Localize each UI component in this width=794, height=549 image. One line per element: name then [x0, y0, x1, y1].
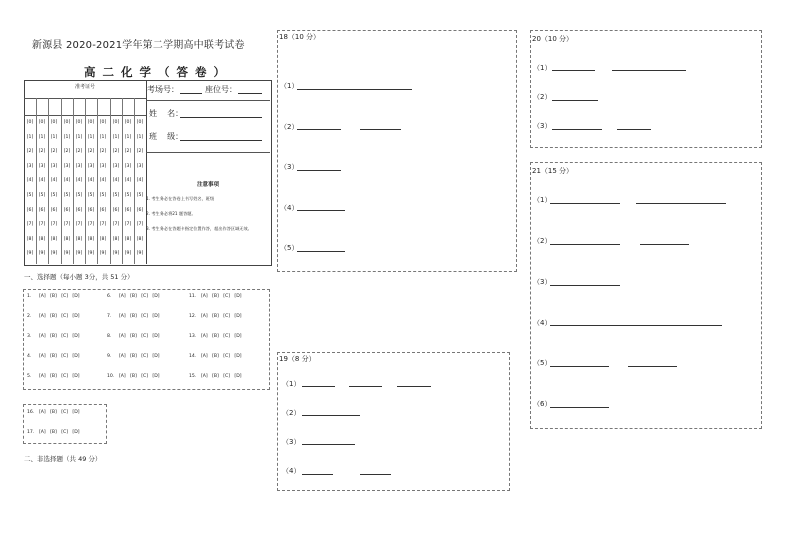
id-digit-bubble[interactable]: [8]	[87, 236, 95, 242]
id-digit-bubble[interactable]: [6]	[124, 207, 132, 213]
id-digit-bubble[interactable]: [4]	[112, 178, 120, 184]
id-digit-bubble[interactable]: [3]	[136, 163, 144, 169]
id-digit-bubble[interactable]: [3]	[63, 163, 71, 169]
id-digit-bubble[interactable]: [0]	[136, 120, 144, 125]
q18-label: （1）	[280, 82, 299, 90]
answer-blank[interactable]	[628, 366, 677, 367]
mc-options[interactable]: [A] [B] [C] [D]	[39, 334, 80, 339]
id-digit-bubble[interactable]: [7]	[124, 222, 132, 228]
mc-question-number: 2.	[27, 314, 32, 319]
answer-blank[interactable]	[617, 129, 651, 130]
answer-blank[interactable]	[550, 203, 620, 204]
q21-label: （3）	[533, 278, 552, 286]
answer-blank[interactable]	[297, 251, 345, 252]
id-digit-bubble[interactable]: [7]	[112, 222, 120, 228]
id-digit-bubble[interactable]: [4]	[87, 178, 95, 184]
q20-title: 20（10 分）	[532, 35, 574, 43]
name-label: 姓 名：	[149, 109, 184, 118]
id-digit-bubble[interactable]: [0]	[112, 120, 120, 125]
answer-blank[interactable]	[360, 474, 391, 475]
id-digit-bubble[interactable]: [2]	[26, 149, 34, 155]
q21-label: （4）	[533, 319, 552, 327]
id-digit-bubble[interactable]: [1]	[75, 134, 83, 140]
id-digit-bubble[interactable]: [8]	[38, 236, 46, 242]
id-digit-bubble[interactable]: [4]	[38, 178, 46, 184]
answer-blank[interactable]	[550, 325, 722, 326]
id-digit-bubble[interactable]: [9]	[112, 251, 120, 257]
q18-box	[277, 30, 517, 272]
id-digit-bubble[interactable]: [1]	[136, 134, 144, 140]
class-label: 班 级：	[149, 132, 184, 141]
id-digit-bubble[interactable]: [9]	[38, 251, 46, 257]
id-digit-bubble[interactable]: [6]	[26, 207, 34, 213]
id-digit-bubble[interactable]: [9]	[50, 251, 58, 257]
id-digit-bubble[interactable]: [0]	[50, 120, 58, 125]
answer-blank[interactable]	[550, 407, 609, 408]
id-digit-bubble[interactable]: [3]	[112, 163, 120, 169]
id-digit-bubble[interactable]: [7]	[38, 222, 46, 228]
id-digit-bubble[interactable]: [2]	[38, 149, 46, 155]
id-digit-bubble[interactable]: [3]	[75, 163, 83, 169]
id-digit-bubble[interactable]: [4]	[50, 178, 58, 184]
id-digit-bubble[interactable]: [4]	[99, 178, 107, 184]
answer-blank[interactable]	[349, 386, 382, 387]
id-digit-bubble[interactable]: [7]	[87, 222, 95, 228]
answer-blank[interactable]	[552, 100, 598, 101]
mc-question-number: 8.	[107, 334, 112, 339]
id-digit-bubble[interactable]: [6]	[75, 207, 83, 213]
answer-blank[interactable]	[297, 129, 341, 130]
mc-options[interactable]: [A] [B] [C] [D]	[201, 314, 242, 319]
mc-options[interactable]: [A] [B] [C] [D]	[119, 374, 160, 379]
answer-blank[interactable]	[636, 203, 726, 204]
mc-options[interactable]: [A] [B] [C] [D]	[39, 314, 80, 319]
id-digit-bubble[interactable]: [1]	[26, 134, 34, 140]
q19-label: （4）	[282, 467, 301, 475]
id-digit-bubble[interactable]: [0]	[99, 120, 107, 125]
class-field[interactable]	[180, 140, 262, 141]
id-digit-bubble[interactable]: [9]	[99, 251, 107, 257]
mc-options[interactable]: [A] [B] [C] [D]	[119, 314, 160, 319]
id-digit-bubble[interactable]: [1]	[63, 134, 71, 140]
id-digit-bubble[interactable]: [4]	[136, 178, 144, 184]
id-digit-bubble[interactable]: [1]	[112, 134, 120, 140]
id-digit-bubble[interactable]: [6]	[63, 207, 71, 213]
notice-item: 1. 考生务必在答卷上书写姓名，班级	[146, 196, 215, 201]
seat-label: 座位号：	[205, 85, 237, 94]
id-digit-bubble[interactable]: [2]	[75, 149, 83, 155]
exam-room-label: 考场号：	[147, 85, 179, 94]
mc-options[interactable]: [A] [B] [C] [D]	[119, 354, 160, 359]
mc-question-number: 5.	[27, 374, 32, 379]
q20-box	[530, 30, 762, 148]
answer-blank[interactable]	[550, 285, 620, 286]
answer-blank[interactable]	[297, 170, 341, 171]
mc-question-number: 3.	[27, 334, 32, 339]
exam-title: 新源县 2020-2021学年第二学期高中联考试卷	[32, 40, 245, 51]
id-digit-bubble[interactable]: [8]	[26, 236, 34, 242]
id-digit-bubble[interactable]: [8]	[99, 236, 107, 242]
id-digit-bubble[interactable]: [7]	[136, 222, 144, 228]
notice-item: 2. 考生务必将21 题答题。	[146, 211, 196, 216]
id-digit-bubble[interactable]: [5]	[26, 193, 34, 198]
section2-title: 二、非选择题（共 49 分）	[24, 455, 102, 463]
q19-title: 19（8 分）	[279, 355, 316, 363]
id-digit-bubble[interactable]: [2]	[136, 149, 144, 155]
mc-options[interactable]: [A] [B] [C] [D]	[201, 354, 242, 359]
id-digit-bubble[interactable]: [6]	[50, 207, 58, 213]
id-digit-bubble[interactable]: [5]	[38, 193, 46, 198]
name-field[interactable]	[180, 117, 262, 118]
id-digit-bubble[interactable]: [6]	[99, 207, 107, 213]
mc-options[interactable]: [A] [B] [C] [D]	[201, 294, 242, 299]
answer-blank[interactable]	[297, 210, 345, 211]
id-digit-bubble[interactable]: [9]	[136, 251, 144, 257]
id-digit-bubble[interactable]: [3]	[50, 163, 58, 169]
q18-label: （4）	[280, 204, 299, 212]
id-digit-bubble[interactable]: [9]	[87, 251, 95, 257]
id-digit-bubble[interactable]: [8]	[124, 236, 132, 242]
answer-blank[interactable]	[550, 366, 609, 367]
mc-question-number: 14.	[189, 354, 197, 359]
mc-question-number: 10.	[107, 374, 115, 379]
info-divider	[146, 100, 270, 101]
mc-options[interactable]: [A] [B] [C] [D]	[201, 374, 242, 379]
answer-blank[interactable]	[302, 474, 333, 475]
mc-options[interactable]: [A] [B] [C] [D]	[119, 294, 160, 299]
q21-label: （5）	[533, 359, 552, 367]
mc-box-2	[23, 404, 107, 444]
mc-question-number: 12.	[189, 314, 197, 319]
id-digit-bubble[interactable]: [7]	[63, 222, 71, 228]
mc-options[interactable]: [A] [B] [C] [D]	[39, 374, 80, 379]
id-digit-bubble[interactable]: [3]	[99, 163, 107, 169]
id-digit-bubble[interactable]: [0]	[75, 120, 83, 125]
exam-room-field[interactable]	[180, 93, 202, 94]
mc-question-number: 4.	[27, 354, 32, 359]
answer-blank[interactable]	[552, 70, 595, 71]
id-digit-bubble[interactable]: [7]	[50, 222, 58, 228]
id-digit-bubble[interactable]: [0]	[124, 120, 132, 125]
id-digit-bubble[interactable]: [3]	[87, 163, 95, 169]
mc-question-number: 15.	[189, 374, 197, 379]
mc-options[interactable]: [A] [B] [C] [D]	[119, 334, 160, 339]
id-digit-bubble[interactable]: [8]	[50, 236, 58, 242]
id-digit-bubble[interactable]: [2]	[112, 149, 120, 155]
answer-blank[interactable]	[302, 415, 360, 416]
answer-blank[interactable]	[302, 444, 355, 445]
id-digit-bubble[interactable]: [1]	[50, 134, 58, 140]
mc-question-number: 11.	[189, 294, 197, 299]
id-digit-bubble[interactable]: [0]	[26, 120, 34, 125]
id-digit-bubble[interactable]: [2]	[124, 149, 132, 155]
id-digit-bubble[interactable]: [3]	[26, 163, 34, 169]
id-digit-bubble[interactable]: [0]	[87, 120, 95, 125]
section1-title: 一、选择题（每小题 3分，共 51 分）	[24, 273, 134, 281]
id-digit-bubble[interactable]: [5]	[87, 193, 95, 198]
id-digit-bubble[interactable]: [7]	[75, 222, 83, 228]
id-digit-bubble[interactable]: [7]	[26, 222, 34, 228]
id-digit-bubble[interactable]: [1]	[87, 134, 95, 140]
id-digit-bubble[interactable]: [8]	[63, 236, 71, 242]
id-digit-bubble[interactable]: [9]	[63, 251, 71, 257]
answer-blank[interactable]	[552, 129, 602, 130]
id-digit-bubble[interactable]: [3]	[124, 163, 132, 169]
q21-label: （6）	[533, 400, 552, 408]
student-id-title: 准考证号	[74, 84, 95, 90]
id-digit-bubble[interactable]: [4]	[124, 178, 132, 184]
id-digit-bubble[interactable]: [4]	[63, 178, 71, 184]
q18-label: （5）	[280, 244, 299, 252]
mc-question-number: 13.	[189, 334, 197, 339]
id-digit-bubble[interactable]: [5]	[75, 193, 83, 198]
id-digit-bubble[interactable]: [5]	[124, 193, 132, 198]
answer-blank[interactable]	[550, 244, 620, 245]
mc-options[interactable]: [A] [B] [C] [D]	[201, 334, 242, 339]
id-digit-bubble[interactable]: [5]	[63, 193, 71, 198]
mc-question-number: 9.	[107, 354, 112, 359]
q18-label: （2）	[280, 123, 299, 131]
mc-options[interactable]: [A] [B] [C] [D]	[39, 354, 80, 359]
id-digit-bubble[interactable]: [0]	[38, 120, 46, 125]
id-digit-bubble[interactable]: [2]	[99, 149, 107, 155]
answer-blank[interactable]	[297, 89, 412, 90]
q19-label: （1）	[282, 380, 301, 388]
q20-label: （2）	[533, 93, 552, 101]
seat-field[interactable]	[238, 93, 262, 94]
q21-label: （1）	[533, 196, 552, 204]
q18-label: （3）	[280, 163, 299, 171]
q18-title: 18（10 分）	[279, 33, 321, 41]
id-digit-bubble[interactable]: [5]	[136, 193, 144, 198]
mc-options[interactable]: [A] [B] [C] [D]	[39, 294, 80, 299]
q20-label: （3）	[533, 122, 552, 130]
id-digit-bubble[interactable]: [8]	[136, 236, 144, 242]
id-digit-bubble[interactable]: [5]	[50, 193, 58, 198]
id-digit-bubble[interactable]: [6]	[87, 207, 95, 213]
answer-blank[interactable]	[302, 386, 335, 387]
q21-title: 21（15 分）	[532, 167, 574, 175]
id-digit-bubble[interactable]: [9]	[124, 251, 132, 257]
id-digit-bubble[interactable]: [2]	[63, 149, 71, 155]
id-digit-bubble[interactable]: [4]	[75, 178, 83, 184]
q19-label: （3）	[282, 438, 301, 446]
id-digit-bubble[interactable]: [1]	[38, 134, 46, 140]
answer-blank[interactable]	[360, 129, 401, 130]
id-digit-bubble[interactable]: [1]	[124, 134, 132, 140]
answer-blank[interactable]	[640, 244, 689, 245]
id-digit-bubble[interactable]: [4]	[26, 178, 34, 184]
mc-question-number: 17.	[27, 430, 35, 435]
id-digit-bubble[interactable]: [9]	[75, 251, 83, 257]
q20-label: （1）	[533, 64, 552, 72]
id-digit-bubble[interactable]: [6]	[112, 207, 120, 213]
id-digit-bubble[interactable]: [5]	[99, 193, 107, 198]
sheet-subtitle: 高二化学（答卷）	[84, 65, 232, 79]
notice-item: 3. 考生务必在答题卡指定位置作答，超出作答区域无效。	[146, 226, 252, 231]
q19-box	[277, 352, 510, 491]
id-digit-bubble[interactable]: [1]	[99, 134, 107, 140]
id-digit-bubble[interactable]: [8]	[112, 236, 120, 242]
notice-divider	[146, 152, 270, 153]
mc-options[interactable]: [A] [B] [C] [D]	[39, 430, 80, 435]
answer-blank[interactable]	[612, 70, 686, 71]
answer-blank[interactable]	[397, 386, 431, 387]
id-digit-bubble[interactable]: [2]	[87, 149, 95, 155]
id-digit-bubble[interactable]: [6]	[136, 207, 144, 213]
id-digit-bubble[interactable]: [8]	[75, 236, 83, 242]
mc-question-number: 16.	[27, 410, 35, 415]
id-digit-bubble[interactable]: [7]	[99, 222, 107, 228]
id-digit-bubble[interactable]: [3]	[38, 163, 46, 169]
id-digit-bubble[interactable]: [5]	[112, 193, 120, 198]
id-digit-bubble[interactable]: [6]	[38, 207, 46, 213]
mc-options[interactable]: [A] [B] [C] [D]	[39, 410, 80, 415]
mc-question-number: 7.	[107, 314, 112, 319]
id-digit-bubble[interactable]: [9]	[26, 251, 34, 257]
id-digit-bubble[interactable]: [0]	[63, 120, 71, 125]
mc-question-number: 1.	[27, 294, 32, 299]
q19-label: （2）	[282, 409, 301, 417]
mc-question-number: 6.	[107, 294, 112, 299]
id-digit-bubble[interactable]: [2]	[50, 149, 58, 155]
notice-title: 注意事项	[196, 182, 219, 188]
q21-label: （2）	[533, 237, 552, 245]
